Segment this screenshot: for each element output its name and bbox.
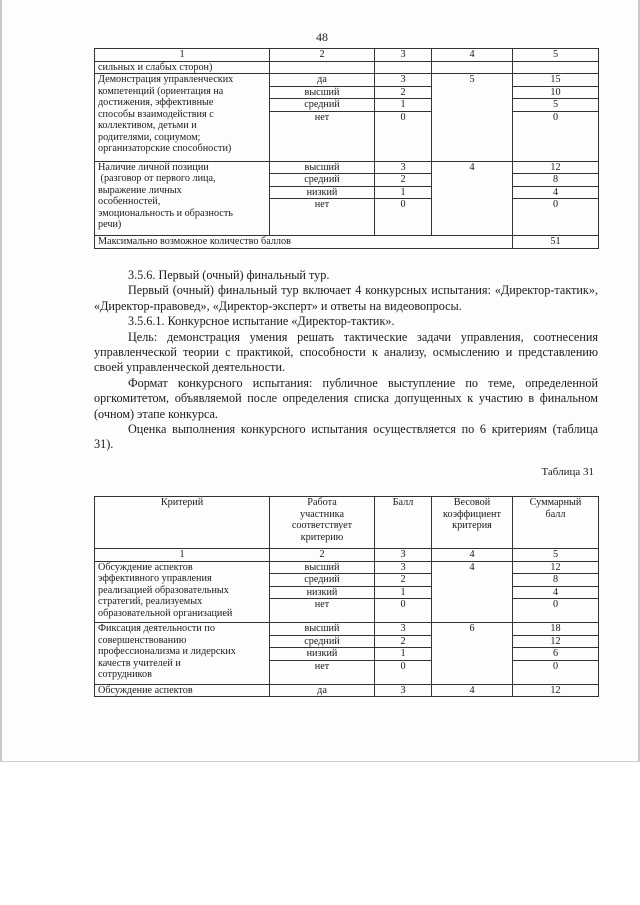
max-score-row: Максимально возможное количество баллов 51 <box>95 236 599 249</box>
section-heading: 3.5.6. Первый (очный) финальный тур. <box>128 268 330 282</box>
weight-cell: 4 <box>432 161 513 236</box>
header-score: Балл <box>375 497 432 549</box>
column-number-row: 1 2 3 4 5 <box>95 49 599 62</box>
criterion-cell: Фиксация деятельности по совершенствованию профессионализма и лидерских качеств учителей и сотрудников <box>95 623 270 685</box>
table-row: низкий 1 4 <box>95 186 599 199</box>
column-number-row: 1 2 3 4 5 <box>95 549 599 562</box>
table-row: сильных и слабых сторон) <box>95 61 599 74</box>
table-row: Обсуждение аспектов да 3 4 12 <box>95 684 599 697</box>
table-row: нет 0 0 <box>95 199 599 236</box>
weight-cell: 4 <box>432 561 513 623</box>
table-row: средний 1 5 <box>95 99 599 112</box>
paragraph: Первый (очный) финальный тур включает 4 конкурсных испытания: «Директор-тактик», «Директор-правовед», «Директор-эксперт» и ответы на видеовопросы. <box>94 283 598 313</box>
table-row: Фиксация деятельности по совершенствованию профессионализма и лидерских качеств учителей и сотрудников высший 3 6 18 <box>95 623 599 636</box>
table-row: низкий 1 6 <box>95 648 599 661</box>
table-row: средний 2 8 <box>95 174 599 187</box>
table-header-row <box>95 497 599 549</box>
format-paragraph: Формат конкурсного испытания: публичное выступление по теме, определенной оргкомитетом, объявляемой после определения списка допущенных к участию в финальном (очном) этапе конкурса. <box>94 375 598 421</box>
table-row: Наличие личной позиции (разговор от первого лица, выражение личных особенностей, эмоциональность и образность речи) высший 3 4 12 <box>95 161 599 174</box>
table-row: Демонстрация управленческих компетенций (ориентация на достижения, эффективные способы взаимодействия с коллективом, детьми и родителями, социумом; организаторские способности) да 3 5 15 <box>95 74 599 87</box>
header-work: Работа участника соответствует критерию <box>270 497 375 549</box>
criteria-table-31 <box>94 496 599 697</box>
assessment-paragraph: Оценка выполнения конкурсного испытания осуществляется по 6 критериям (таблица 31). <box>94 422 598 452</box>
table-row: нет 0 0 <box>95 660 599 684</box>
criterion-cell: Наличие личной позиции (разговор от первого лица, выражение личных особенностей, эмоциональность и образность речи) <box>95 161 270 236</box>
weight-cell: 5 <box>432 74 513 162</box>
page-number: 48 <box>316 30 328 44</box>
table-row: низкий 1 4 <box>95 586 599 599</box>
table-row: средний 2 12 <box>95 635 599 648</box>
body-text <box>94 268 598 453</box>
section-heading: 3.5.6.1. Конкурсное испытание «Директор-тактик». <box>128 314 395 329</box>
weight-cell: 6 <box>432 623 513 685</box>
header-total: Суммарный балл <box>513 497 599 549</box>
table-row: нет 0 0 <box>95 599 599 623</box>
table-row: высший 2 10 <box>95 86 599 99</box>
table-caption: Таблица 31 <box>541 466 594 478</box>
header-criterion: Критерий <box>95 497 270 549</box>
criteria-table-continued <box>94 48 599 249</box>
header-weight: Весовой коэффициент критерия <box>432 497 513 549</box>
criterion-cell: Демонстрация управленческих компетенций (ориентация на достижения, эффективные способы взаимодействия с коллективом, детьми и родителями, социумом; организаторские способности) <box>95 74 270 162</box>
criterion-cell: Обсуждение аспектов эффективного управления реализацией образовательных стратегий, реализуемых образовательной организацией <box>95 561 270 623</box>
goal-paragraph: Цель: демонстрация умения решать тактические задачи управления, соотнесения управленческой теории с практикой, способности к анализу, осмыслению и представлению своей управленческой деятельности. <box>94 329 598 375</box>
table-row: средний 2 8 <box>95 574 599 587</box>
table-row: Обсуждение аспектов эффективного управления реализацией образовательных стратегий, реализуемых образовательной организацией высший 3 4 12 <box>95 561 599 574</box>
table-row: нет 0 0 <box>95 111 599 161</box>
